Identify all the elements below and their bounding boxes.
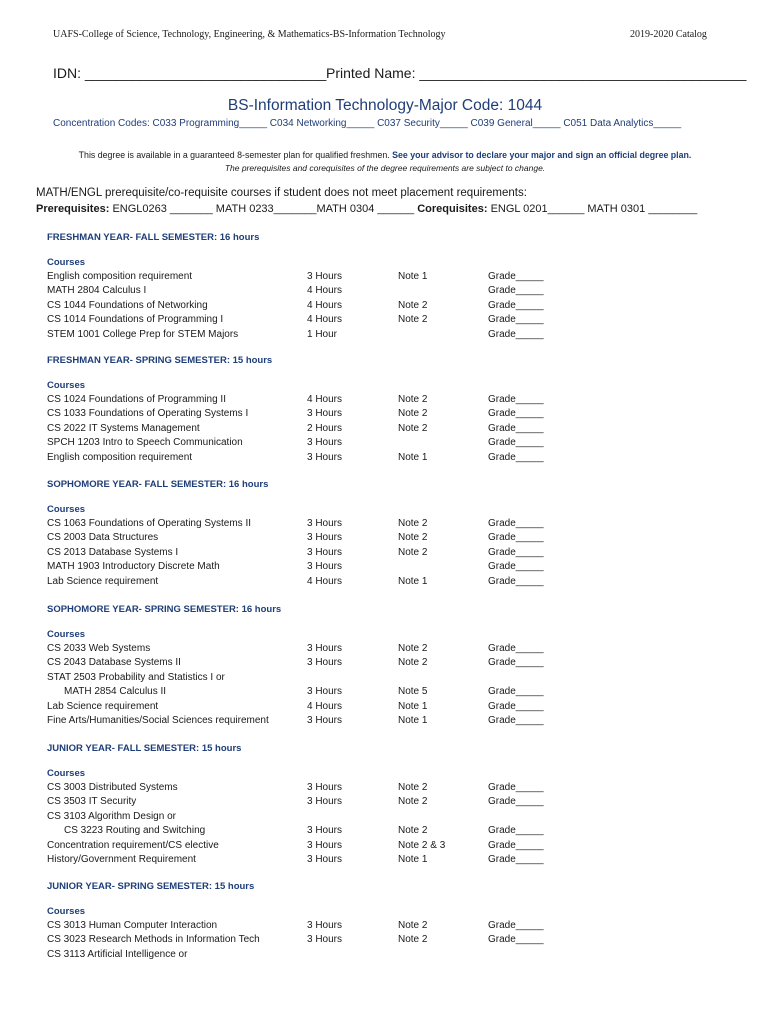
prereq-values: ENGL0263 _______ MATH 0233_______MATH 0304 ______ xyxy=(112,203,415,215)
course-grade: Grade_____ xyxy=(488,643,544,654)
course-name: English composition requirement xyxy=(47,271,193,282)
courses-label: Courses xyxy=(47,504,86,515)
course-grade: Grade_____ xyxy=(488,657,544,669)
course-name: CS 3103 Algorithm Design or xyxy=(47,810,176,822)
course-grade: Grade_____ xyxy=(488,437,544,449)
guarantee-plain: This degree is available in a guaranteed 8-semester plan for qualified freshmen. xyxy=(78,150,390,160)
course-hours: 3 Hours xyxy=(307,825,343,837)
course-grade: Grade_____ xyxy=(488,854,544,865)
course-grade: Grade_____ xyxy=(488,575,544,587)
course-name: Lab Science requirement xyxy=(47,575,159,587)
course-name: Concentration requirement/CS elective xyxy=(47,839,219,851)
course-hours: 4 Hours xyxy=(307,394,343,405)
course-note: Note 1 xyxy=(398,451,428,463)
course-grade: Grade_____ xyxy=(488,299,544,311)
course-note: Note 2 xyxy=(398,532,428,544)
course-name: CS 1024 Foundations of Programming II xyxy=(47,394,226,405)
course-note: Note 5 xyxy=(398,686,428,698)
semester-title: JUNIOR YEAR- FALL SEMESTER: 15 hours xyxy=(47,743,242,754)
course-grade: Grade_____ xyxy=(488,700,544,712)
course-note: Note 2 xyxy=(398,518,428,529)
course-grade: Grade_____ xyxy=(488,934,544,946)
course-note: Note 1 xyxy=(398,575,428,587)
course-grade: Grade_____ xyxy=(488,920,544,931)
prereq-line xyxy=(36,203,697,215)
semester-title: JUNIOR YEAR- SPRING SEMESTER: 15 hours xyxy=(47,881,255,892)
coreq-values: ENGL 0201______ MATH 0301 ________ xyxy=(490,203,698,215)
course-note: Note 2 xyxy=(398,422,428,434)
page-title: BS-Information Technology-Major Code: 1044 xyxy=(227,97,543,114)
course-grade: Grade_____ xyxy=(488,825,544,837)
course-grade: Grade_____ xyxy=(488,328,544,340)
course-name: SPCH 1203 Intro to Speech Communication xyxy=(47,437,243,449)
course-grade: Grade_____ xyxy=(488,518,544,529)
course-name: MATH 2804 Calculus I xyxy=(47,285,147,297)
course-hours: 3 Hours xyxy=(307,643,343,654)
course-name: CS 2033 Web Systems xyxy=(47,643,151,654)
course-name: CS 3503 IT Security xyxy=(47,796,137,808)
course-note: Note 2 xyxy=(398,920,428,931)
courses-label: Courses xyxy=(47,768,86,779)
course-name: History/Government Requirement xyxy=(47,854,196,865)
guarantee-note xyxy=(0,150,770,160)
course-grade: Grade_____ xyxy=(488,546,544,558)
course-name: Lab Science requirement xyxy=(47,700,159,712)
course-note: Note 2 xyxy=(398,796,428,808)
course-hours: 2 Hours xyxy=(307,422,343,434)
course-hours: 3 Hours xyxy=(307,518,343,529)
course-note: Note 2 xyxy=(398,394,428,405)
course-hours: 3 Hours xyxy=(307,451,343,463)
catalog-header-left: UAFS-College of Science, Technology, Engineering, & Mathematics-BS-Information Technology xyxy=(53,29,446,40)
semester-title: SOPHOMORE YEAR- SPRING SEMESTER: 16 hours xyxy=(47,604,282,615)
course-name: CS 1033 Foundations of Operating Systems I xyxy=(47,408,249,420)
course-grade: Grade_____ xyxy=(488,285,544,297)
course-name: MATH 1903 Introductory Discrete Math xyxy=(47,561,220,573)
course-hours: 3 Hours xyxy=(307,715,343,726)
course-hours: 1 Hour xyxy=(307,328,338,340)
printed-name-field: Printed Name: __________________________________________ xyxy=(326,65,747,81)
course-name: CS 3023 Research Methods in Information Tech xyxy=(47,934,260,946)
course-grade: Grade_____ xyxy=(488,561,544,573)
course-name: CS 3003 Distributed Systems xyxy=(47,782,178,793)
prereq-label: Prerequisites: xyxy=(36,203,110,215)
course-note: Note 2 xyxy=(398,643,428,654)
course-hours: 3 Hours xyxy=(307,546,343,558)
course-grade: Grade_____ xyxy=(488,408,544,420)
course-name: English composition requirement xyxy=(47,451,193,463)
course-note: Note 2 xyxy=(398,314,428,326)
course-name: STAT 2503 Probability and Statistics I or xyxy=(47,671,225,683)
coreq-label: Corequisites: xyxy=(417,203,488,215)
course-note: Note 2 xyxy=(398,782,428,793)
semester-title: FRESHMAN YEAR- FALL SEMESTER: 16 hours xyxy=(47,232,260,243)
courses-label: Courses xyxy=(47,380,86,391)
course-name: CS 1014 Foundations of Programming I xyxy=(47,314,224,326)
course-hours: 4 Hours xyxy=(307,314,343,326)
prereq-change-note: The prerequisites and corequisites of the degree requirements are subject to change. xyxy=(224,163,546,173)
course-grade: Grade_____ xyxy=(488,796,544,808)
course-hours: 3 Hours xyxy=(307,782,343,793)
course-name: CS 3223 Routing and Switching xyxy=(64,825,206,837)
course-grade: Grade_____ xyxy=(488,422,544,434)
course-name: CS 2043 Database Systems II xyxy=(47,657,181,669)
course-grade: Grade_____ xyxy=(488,271,544,282)
course-hours: 3 Hours xyxy=(307,920,343,931)
course-grade: Grade_____ xyxy=(488,839,544,851)
course-hours: 3 Hours xyxy=(307,796,343,808)
course-hours: 3 Hours xyxy=(307,934,343,946)
courses-label: Courses xyxy=(47,906,86,917)
course-hours: 3 Hours xyxy=(307,686,343,698)
course-note: Note 1 xyxy=(398,271,428,282)
course-note: Note 2 xyxy=(398,408,428,420)
course-grade: Grade_____ xyxy=(488,451,544,463)
course-grade: Grade_____ xyxy=(488,314,544,326)
course-hours: 3 Hours xyxy=(307,408,343,420)
course-name: Fine Arts/Humanities/Social Sciences requirement xyxy=(47,715,269,726)
course-name: CS 3013 Human Computer Interaction xyxy=(47,920,218,931)
placement-heading: MATH/ENGL prerequisite/co-requisite courses if student does not meet placement requirements: xyxy=(36,187,527,199)
course-note: Note 2 xyxy=(398,825,428,837)
course-name: CS 1044 Foundations of Networking xyxy=(47,299,208,311)
course-name: CS 3113 Artificial Intelligence or xyxy=(47,948,188,960)
semester-title: FRESHMAN YEAR- SPRING SEMESTER: 15 hours xyxy=(47,355,273,366)
course-hours: 3 Hours xyxy=(307,839,343,851)
semester-title: SOPHOMORE YEAR- FALL SEMESTER: 16 hours xyxy=(47,479,269,490)
course-grade: Grade_____ xyxy=(488,686,544,698)
course-hours: 3 Hours xyxy=(307,561,343,573)
course-grade: Grade_____ xyxy=(488,532,544,544)
course-note: Note 2 xyxy=(398,657,428,669)
concentration-codes: Concentration Codes: C033 Programming_____ C034 Networking_____ C037 Security_____ C039 General_____ C051 Data Analytics_____ xyxy=(53,118,682,129)
course-name: CS 1063 Foundations of Operating Systems II xyxy=(47,518,251,529)
course-hours: 3 Hours xyxy=(307,532,343,544)
course-hours: 4 Hours xyxy=(307,700,343,712)
course-hours: 4 Hours xyxy=(307,285,343,297)
course-note: Note 1 xyxy=(398,854,428,865)
course-note: Note 2 xyxy=(398,934,428,946)
course-hours: 4 Hours xyxy=(307,299,343,311)
course-hours: 3 Hours xyxy=(307,854,343,865)
courses-label: Courses xyxy=(47,257,86,268)
course-grade: Grade_____ xyxy=(488,782,544,793)
course-name: CS 2003 Data Structures xyxy=(47,532,159,544)
course-note: Note 2 xyxy=(398,299,428,311)
course-note: Note 2 & 3 xyxy=(398,839,446,851)
course-hours: 4 Hours xyxy=(307,575,343,587)
course-hours: 3 Hours xyxy=(307,437,343,449)
courses-label: Courses xyxy=(47,629,86,640)
course-hours: 3 Hours xyxy=(307,271,343,282)
course-grade: Grade_____ xyxy=(488,394,544,405)
course-note: Note 2 xyxy=(398,546,428,558)
course-name: MATH 2854 Calculus II xyxy=(64,686,167,698)
idn-field: IDN: _______________________________ xyxy=(53,65,327,81)
guarantee-bold: See your advisor to declare your major and sign an official degree plan. xyxy=(392,150,692,160)
course-hours: 3 Hours xyxy=(307,657,343,669)
course-name: STEM 1001 College Prep for STEM Majors xyxy=(47,328,239,340)
course-name: CS 2013 Database Systems I xyxy=(47,546,179,558)
course-grade: Grade_____ xyxy=(488,715,544,726)
catalog-header-right: 2019-2020 Catalog xyxy=(630,29,707,40)
course-note: Note 1 xyxy=(398,700,428,712)
course-note: Note 1 xyxy=(398,715,428,726)
course-name: CS 2022 IT Systems Management xyxy=(47,422,200,434)
